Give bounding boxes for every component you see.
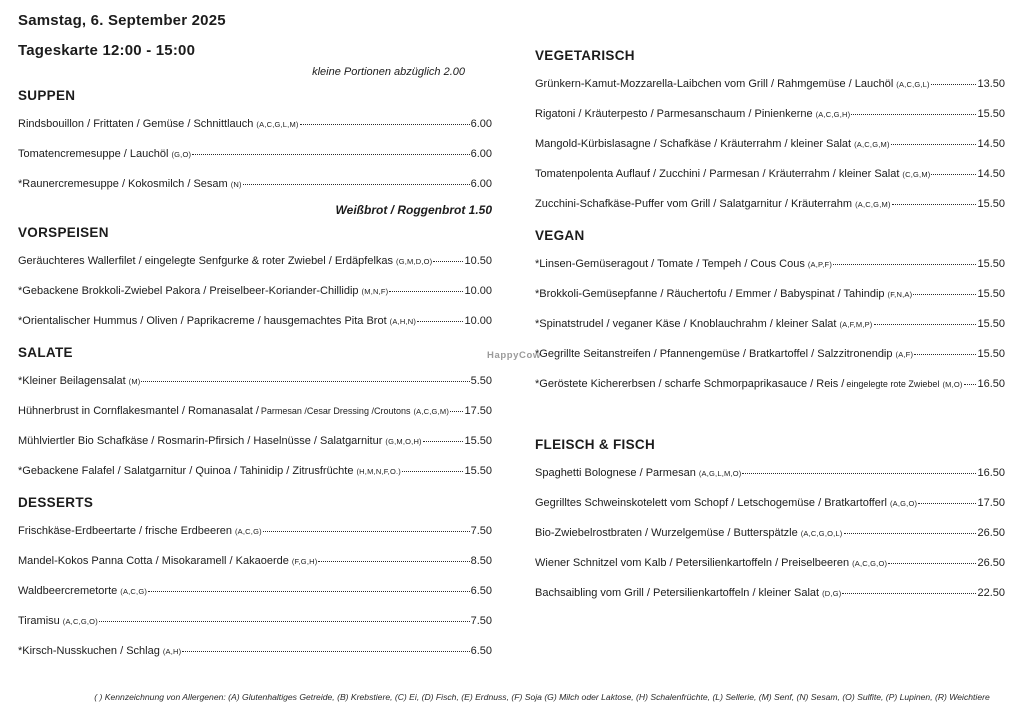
menu-item	[535, 78, 1005, 91]
dotted-leader	[417, 321, 463, 322]
item-allergens: (A,H)	[162, 647, 182, 656]
dotted-leader	[842, 593, 976, 594]
item-name: Bio-Zwiebelrostbraten / Wurzelgemüse / Butterspätzle	[535, 527, 798, 539]
item-allergens: (H,M,N,F,O.)	[356, 467, 401, 476]
dotted-leader	[318, 561, 469, 562]
item-name: Zucchini-Schafkäse-Puffer vom Grill / Salatgarnitur / Kräuterrahm	[535, 198, 853, 210]
menu-item	[18, 645, 492, 658]
item-price: 26.50	[977, 557, 1005, 569]
menu-section-fleisch-fisch	[535, 437, 1005, 600]
menu-item	[535, 138, 1005, 151]
item-allergens: (A,C,G,H)	[815, 110, 851, 119]
item-name-secondary: eingelegte rote Zwiebel	[846, 379, 940, 389]
item-price: 5.50	[470, 375, 492, 387]
dotted-leader	[450, 411, 463, 412]
item-name: Mühlviertler Bio Schafkäse / Rosmarin-Pfirsich / Haselnüsse / Salatgarnitur	[18, 435, 383, 447]
item-allergens: (A,P,F)	[807, 260, 833, 269]
item-allergens: (A,C,G,O,L)	[800, 529, 843, 538]
item-price: 10.00	[464, 315, 492, 327]
menu-item	[18, 178, 492, 191]
dotted-leader	[892, 204, 977, 205]
menu-column-right	[535, 48, 1005, 617]
item-name: Tomatencremesuppe / Lauchöl	[18, 148, 169, 160]
item-name: Geräuchteres Wallerfilet / eingelegte Senfgurke & roter Zwiebel / Erdäpfelkas	[18, 255, 393, 267]
item-allergens: (N)	[230, 180, 242, 189]
item-price: 15.50	[977, 108, 1005, 120]
item-allergens: (F,G,H)	[291, 557, 318, 566]
menu-item	[535, 258, 1005, 271]
item-allergens: (A,C,G,L,M)	[256, 120, 299, 129]
item-name: *Geröstete Kichererbsen / scharfe Schmorpaprikasauce / Reis /	[535, 378, 845, 390]
small-portions-note: kleine Portionen abzüglich 2.00	[312, 66, 465, 78]
item-allergens: (M,N,F)	[361, 287, 389, 296]
dotted-leader	[891, 144, 977, 145]
menu-section-vorspeisen	[18, 225, 492, 328]
dotted-leader	[913, 294, 976, 295]
item-price: 10.00	[464, 285, 492, 297]
item-allergens: (A,C,G,M)	[854, 140, 890, 149]
dotted-leader	[964, 384, 977, 385]
item-price: 14.50	[977, 168, 1005, 180]
menu-item	[535, 378, 1005, 391]
item-allergens: (A,H,N)	[389, 317, 417, 326]
menu-item	[18, 435, 492, 448]
item-allergens: (G,M,O,H)	[385, 437, 422, 446]
item-name-secondary: Parmesan /Cesar Dressing /Croutons	[260, 406, 411, 416]
item-name: Tiramisu	[18, 615, 60, 627]
menu-item	[18, 285, 492, 298]
item-price: 15.50	[977, 258, 1005, 270]
item-price: 13.50	[977, 78, 1005, 90]
item-name: Mangold-Kürbislasagne / Schafkäse / Kräuterrahm / kleiner Salat	[535, 138, 852, 150]
menu-item	[18, 525, 492, 538]
item-allergens: (A,F)	[895, 350, 914, 359]
menu-item	[535, 168, 1005, 181]
item-price: 15.50	[977, 318, 1005, 330]
item-name: Hühnerbrust in Cornflakesmantel / Romanasalat /	[18, 405, 259, 417]
item-allergens: (D,G)	[822, 589, 842, 598]
menu-column-left	[18, 88, 492, 675]
dotted-leader	[931, 84, 977, 85]
item-price: 15.50	[464, 465, 492, 477]
item-name: *Brokkoli-Gemüsepfanne / Räuchertofu / Emmer / Babyspinat / Tahindip	[535, 288, 885, 300]
item-price: 7.50	[470, 525, 492, 537]
item-price: 17.50	[464, 405, 492, 417]
item-name: Waldbeercremetorte	[18, 585, 118, 597]
section-title: SUPPEN	[18, 88, 76, 103]
dotted-leader	[742, 473, 976, 474]
item-allergens: (A,C,G,O)	[62, 617, 98, 626]
item-name: Rigatoni / Kräuterpesto / Parmesanschaum / Pinienkerne	[535, 108, 813, 120]
item-name: *Spinatstrudel / veganer Käse / Knoblauchrahm / kleiner Salat	[535, 318, 837, 330]
happycow-watermark: HappyCow	[487, 350, 541, 361]
dotted-leader	[931, 174, 976, 175]
item-allergens: (A,C,G,M)	[413, 407, 450, 416]
item-price: 16.50	[977, 378, 1005, 390]
menu-section-suppen	[18, 88, 492, 217]
menu-item	[18, 405, 492, 418]
menu-item	[535, 348, 1005, 361]
dotted-leader	[243, 184, 470, 185]
dotted-leader	[99, 621, 470, 622]
item-allergens: (M)	[128, 377, 141, 386]
dotted-leader	[182, 651, 469, 652]
menu-item	[535, 587, 1005, 600]
item-allergens: (A,C,G,L)	[896, 80, 930, 89]
item-price: 15.50	[977, 198, 1005, 210]
dotted-leader	[402, 471, 464, 472]
item-price: 6.00	[470, 118, 492, 130]
item-name: Gegrilltes Schweinskotelett vom Schopf / Letschogemüse / Bratkartofferl	[535, 497, 887, 509]
item-allergens: (G,M,D,O)	[396, 257, 433, 266]
item-price: 6.00	[470, 178, 492, 190]
menu-item	[18, 315, 492, 328]
menu-item	[18, 555, 492, 568]
section-title: SALATE	[18, 345, 73, 360]
item-price: 6.50	[470, 645, 492, 657]
menu-item	[535, 108, 1005, 121]
item-name: *Gebackene Brokkoli-Zwiebel Pakora / Preiselbeer-Koriander-Chillidip	[18, 285, 359, 297]
dotted-leader	[874, 324, 977, 325]
item-name: *Linsen-Gemüseragout / Tomate / Tempeh / Cous Cous	[535, 258, 805, 270]
dotted-leader	[914, 354, 976, 355]
dotted-leader	[888, 563, 976, 564]
item-name: Grünkern-Kamut-Mozzarella-Laibchen vom Grill / Rahmgemüse / Lauchöl	[535, 78, 894, 90]
section-title: DESSERTS	[18, 495, 94, 510]
item-price: 7.50	[470, 615, 492, 627]
menu-item	[535, 467, 1005, 480]
section-footnote: Weißbrot / Roggenbrot 1.50	[335, 203, 492, 217]
menu-item	[18, 118, 492, 131]
menu-section-vegetarisch	[535, 48, 1005, 211]
dotted-leader	[300, 124, 470, 125]
menu-item	[18, 585, 492, 598]
item-allergens: (A,F,M,P)	[839, 320, 873, 329]
item-allergens: (C,G,M)	[902, 170, 931, 179]
menu-item	[535, 557, 1005, 570]
item-name: *Kleiner Beilagensalat	[18, 375, 126, 387]
item-allergens: (A,C,G)	[234, 527, 262, 536]
item-name: Rindsbouillon / Frittaten / Gemüse / Schnittlauch	[18, 118, 254, 130]
item-name: *Raunercremesuppe / Kokosmilch / Sesam	[18, 178, 228, 190]
section-title: VEGAN	[535, 228, 585, 243]
item-price: 22.50	[977, 587, 1005, 599]
item-name: Mandel-Kokos Panna Cotta / Misokaramell / Kakaoerde	[18, 555, 289, 567]
dotted-leader	[148, 591, 470, 592]
menu-item	[535, 497, 1005, 510]
dotted-leader	[844, 533, 977, 534]
item-name: *Gebackene Falafel / Salatgarnitur / Quinoa / Tahinidip / Zitrusfrüchte	[18, 465, 354, 477]
dotted-leader	[833, 264, 976, 265]
item-name: Bachsaibling vom Grill / Petersilienkartoffeln / kleiner Salat	[535, 587, 820, 599]
item-price: 15.50	[464, 435, 492, 447]
menu-item	[18, 465, 492, 478]
item-name: Spaghetti Bolognese / Parmesan	[535, 467, 696, 479]
menu-section-vegan	[535, 228, 1005, 391]
item-name: Wiener Schnitzel vom Kalb / Petersilienkartoffeln / Preiselbeeren	[535, 557, 850, 569]
menu-item	[18, 255, 492, 268]
item-name: *Kirsch-Nusskuchen / Schlag	[18, 645, 160, 657]
item-price: 14.50	[977, 138, 1005, 150]
item-allergens: (A,G,L,M,O)	[698, 469, 742, 478]
item-name: *Gegrillte Seitanstreifen / Pfannengemüse / Bratkartoffel / Salzzitronendip	[535, 348, 893, 360]
menu-section-desserts	[18, 495, 492, 658]
item-name: Tomatenpolenta Auflauf / Zucchini / Parmesan / Kräuterrahm / kleiner Salat	[535, 168, 900, 180]
item-allergens: (F,N,A)	[887, 290, 913, 299]
section-title: VEGETARISCH	[535, 48, 635, 63]
item-allergens: (G,O)	[171, 150, 192, 159]
item-allergens: (A,C,G,M)	[855, 200, 891, 209]
menu-item	[535, 198, 1005, 211]
item-name: Frischkäse-Erdbeertarte / frische Erdbeeren	[18, 525, 232, 537]
item-price: 8.50	[470, 555, 492, 567]
item-allergens: (A,C,G,O)	[852, 559, 888, 568]
dotted-leader	[263, 531, 470, 532]
dotted-leader	[423, 441, 464, 442]
item-price: 15.50	[977, 288, 1005, 300]
item-price: 6.00	[470, 148, 492, 160]
menu-item	[18, 375, 492, 388]
dotted-leader	[192, 154, 469, 155]
dotted-leader	[433, 261, 463, 262]
menu-header	[18, 12, 226, 59]
item-allergens: (M,O)	[942, 380, 963, 389]
menu-item	[535, 527, 1005, 540]
section-title: FLEISCH & FISCH	[535, 437, 656, 452]
menu-date: Samstag, 6. September 2025	[18, 12, 226, 29]
item-price: 26.50	[977, 527, 1005, 539]
dotted-leader	[141, 381, 469, 382]
item-price: 10.50	[464, 255, 492, 267]
item-price: 6.50	[470, 585, 492, 597]
menu-item	[535, 318, 1005, 331]
section-title: VORSPEISEN	[18, 225, 109, 240]
dotted-leader	[851, 114, 976, 115]
allergen-legend: ( ) Kennzeichnung von Allergenen: (A) Glutenhaltiges Getreide, (B) Krebstiere, (C) Ei, (D) Fisch, (E) Erdnuss, (F) Soja (G) Milch oder Laktose, (H) Schalenfrüchte, (L) Sellerie, (M) Senf, (N) Sesam, (O) Sulfite, (P) Lupinen, (R) Weichtiere	[94, 692, 990, 702]
item-allergens: (A,C,G)	[120, 587, 148, 596]
menu-item	[18, 615, 492, 628]
menu-item	[18, 148, 492, 161]
menu-item	[535, 288, 1005, 301]
item-price: 17.50	[977, 497, 1005, 509]
dotted-leader	[918, 503, 976, 504]
item-price: 16.50	[977, 467, 1005, 479]
menu-section-salate	[18, 345, 492, 478]
menu-hours: Tageskarte 12:00 - 15:00	[18, 42, 196, 59]
item-allergens: (A,G,O)	[889, 499, 918, 508]
dotted-leader	[389, 291, 463, 292]
item-price: 15.50	[977, 348, 1005, 360]
item-name: *Orientalischer Hummus / Oliven / Paprikacreme / hausgemachtes Pita Brot	[18, 315, 387, 327]
